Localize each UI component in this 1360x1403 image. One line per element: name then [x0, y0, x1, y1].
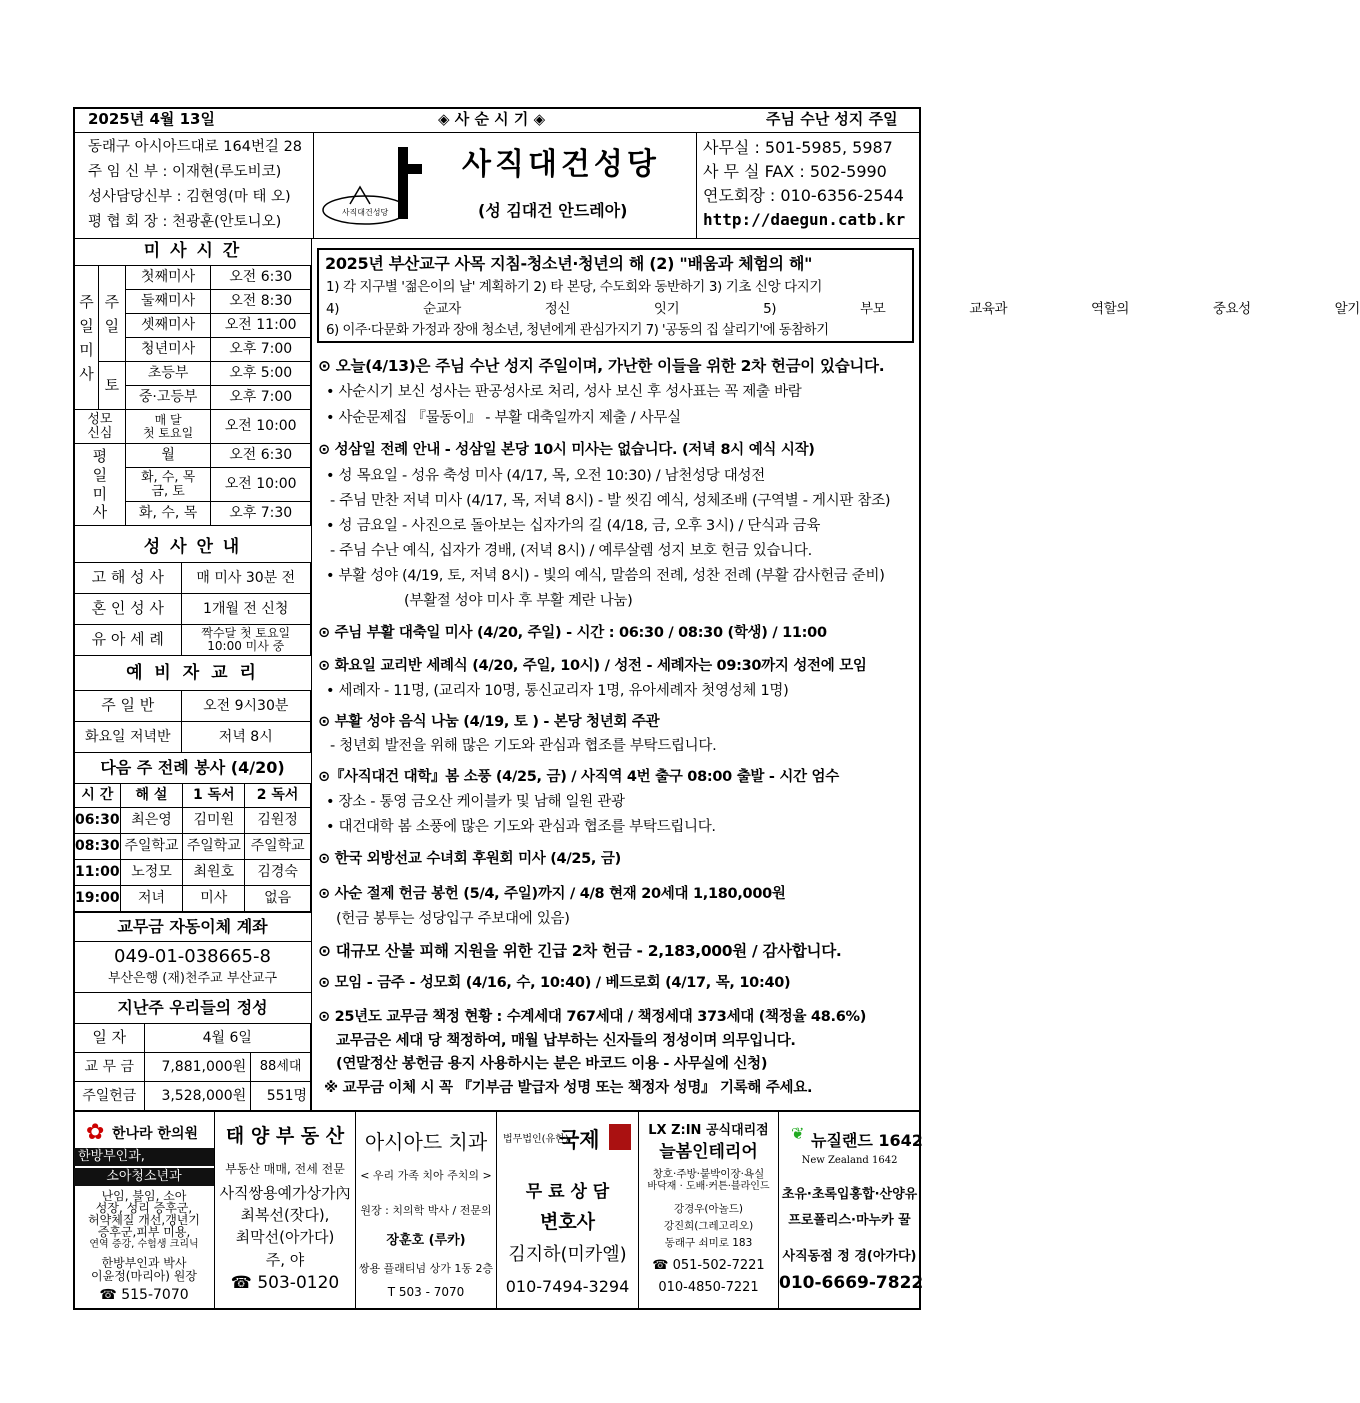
notice-item: (부활절 성야 미사 후 부활 계란 나눔) [404, 593, 633, 609]
ad-line: 동래구 쇠미로 183 [664, 1237, 753, 1249]
service-header: 해 설 [120, 784, 183, 808]
notice-heading: ⊙ 주님 부활 대축일 미사 (4/20, 주일) - 시간 : 06:30 / 08:30 (학생) / 11:00 [318, 625, 827, 641]
ad-line: 장훈호 (루카) [386, 1233, 466, 1248]
parish-pastor: 주 임 신 부 : 이재현(루도비코) [88, 164, 282, 180]
service-header: 2 독서 [245, 784, 311, 808]
service-cell: 주일학교 [120, 834, 183, 860]
parish-council: 평 협 회 장 : 천광훈(안토니오) [88, 214, 282, 230]
sacrament-value: 1개월 전 신청 [181, 594, 311, 625]
ad-line: 김지하(미카엘) [508, 1244, 627, 1265]
sacrament-value: 짝수달 첫 토요일 10:00 미사 중 [181, 625, 311, 656]
mass-name: 중·고등부 [125, 386, 211, 410]
pastoral-line: 1) 각 지구별 '젊은이의 날' 계획하기 2) 타 본당, 수도회와 동반하기 3) 기초 신앙 다지기 [326, 279, 823, 295]
ad-line: 허약체질 개선,갱년기 [88, 1213, 200, 1227]
ad-phone: ☎ 503-0120 [230, 1273, 340, 1293]
notice-item: - 주님 수난 예식, 십자가 경배, (저녁 8시) / 예루살렘 성지 보호 헌금 있습니다. [330, 543, 812, 559]
ad-line: 최복선(잣다), [240, 1206, 330, 1224]
offering-amount: 7,881,000원 [144, 1053, 251, 1082]
ad-line: 연역 증강, 수험생 크리닉 [89, 1239, 199, 1250]
sacrament-value: 매 미사 30분 전 [181, 563, 311, 594]
ad-line: 변호사 [539, 1211, 596, 1233]
mass-time: 오후 5:00 [211, 362, 311, 386]
pastoral-title: 2025년 부산교구 사목 지침-청소년·청년의 해 (2) "배움과 체험의 해" [325, 254, 813, 273]
notice-heading: ⊙ 25년도 교무금 책정 현황 : 수계세대 767세대 / 책정세대 373세대 (책정율 48.6%) [318, 1009, 867, 1025]
youth-phone: 연도회장 : 010-6356-2544 [703, 186, 904, 205]
ad-line: T 503 - 7070 [387, 1285, 465, 1299]
saturday-label: 토 [98, 362, 125, 410]
parish-address: 동래구 아시아드대로 164번길 28 [88, 139, 303, 155]
catechumen-value: 오전 9시30분 [181, 691, 310, 722]
sacrament-title: 성 사 안 내 [143, 537, 242, 558]
svg-text:사직대건성당: 사직대건성당 [341, 208, 389, 217]
notice-heading: ⊙『사직대건 대학』봄 소풍 (4/25, 금) / 사직역 4번 출구 08:00 출발 - 시간 엄수 [318, 769, 839, 785]
office-phone: 사무실 : 501-5985, 5987 [703, 138, 893, 157]
catechumen-name: 주 일 반 [75, 691, 182, 722]
service-header: 시 간 [75, 784, 121, 808]
ad-title: 늘봄인테리어 [659, 1142, 758, 1162]
catechumen-value: 저녁 8시 [181, 722, 310, 753]
ad-phone: 010-7494-3294 [505, 1277, 630, 1296]
service-time: 19:00 [75, 886, 121, 912]
ad-title: 태 양 부 동 산 [225, 1125, 345, 1147]
ad-line: 사직쌍용예가상가內 [219, 1184, 351, 1202]
ad-line: 프로폴리스·마누카 꿀 [788, 1213, 911, 1228]
parish-logo [320, 142, 430, 232]
service-time: 08:30 [75, 834, 121, 860]
law-seal-icon [609, 1124, 631, 1150]
weekday-time: 오전 6:30 [211, 444, 311, 468]
mass-name: 청년미사 [125, 338, 211, 362]
ad-title: 뉴질랜드 1642 [811, 1131, 923, 1150]
sunday-label: 주 일 [98, 266, 125, 362]
ad-line: 강진희(그레고리오) [663, 1220, 754, 1232]
offering-name: 주일헌금 [75, 1082, 145, 1111]
notice-item: • 대건대학 봄 소풍에 많은 기도와 관심과 협조를 부탁드립니다. [326, 819, 716, 835]
first-saturday-label: 성모 신심 [75, 410, 126, 444]
ad-phone: ☎ 515-7070 [99, 1287, 189, 1303]
service-cell: 미사 [183, 886, 245, 912]
mass-name: 초등부 [125, 362, 211, 386]
pastoral-line: 4) 순교자 정신 잇기 5) 부모 교육과 역할의 중요성 알기 [326, 301, 1360, 317]
ad-line: 사직동점 정 경(아가다) [782, 1249, 917, 1264]
mass-title: 미 사 시 간 [143, 240, 242, 261]
offering-table [74, 1023, 311, 1111]
header-sunday: 주님 수난 성지 주일 [766, 110, 898, 128]
notice-item: • 세례자 - 11명, (교리자 10명, 통신교리자 1명, 유아세례자 첫영성체 1명) [326, 683, 789, 699]
ad-line: 부동산 매매, 전세 전문 [225, 1162, 345, 1176]
ad-phone: 010-4850-7221 [658, 1280, 759, 1295]
catechumen-table [74, 690, 311, 753]
notice-item: ※ 교무금 이체 시 꼭 『기부금 발급자 성명 또는 책정자 성명』 기록해 주세요. [324, 1080, 813, 1096]
ad-oriental-clinic [74, 1112, 215, 1308]
notice-item: • 성 목요일 - 성유 축성 미사 (4/17, 목, 오전 10:30) / 남천성당 대성전 [326, 468, 765, 484]
ad-line: 주, 야 [265, 1251, 305, 1269]
ad-line: 무 료 상 담 [525, 1182, 610, 1202]
mass-time: 오후 7:00 [211, 386, 311, 410]
notice-item: • 장소 - 통영 금오산 케이블카 및 남해 일원 관광 [326, 794, 625, 810]
offering-name: 교 무 금 [75, 1053, 145, 1082]
ad-law-firm [497, 1112, 639, 1308]
service-title: 다음 주 전례 봉사 (4/20) [100, 757, 285, 777]
account-title: 교무금 자동이체 계좌 [74, 912, 311, 942]
mass-table [74, 265, 311, 526]
ad-interior [639, 1112, 779, 1308]
notice-heading: ⊙ 오늘(4/13)은 주님 수난 성지 주일이며, 가난한 이들을 위한 2차 헌금이 있습니다. [318, 357, 885, 375]
ad-line: 법무법인(유한) [503, 1134, 569, 1145]
offering-title: 지난주 우리들의 정성 [74, 992, 311, 1023]
notice-heading: ⊙ 부활 성야 음식 나눔 (4/19, 토 ) - 본당 청년회 주관 [318, 714, 660, 730]
weekday-time: 오후 7:30 [211, 502, 311, 526]
catechumen-name: 화요일 저녁반 [75, 722, 182, 753]
header-season: ◈ 사 순 시 기 ◈ [438, 110, 546, 128]
ad-line: 창호·주방·붙박이장·욕실 [652, 1168, 765, 1180]
header-date: 2025년 4월 13일 [88, 110, 215, 128]
ad-title: 국제 [559, 1128, 600, 1152]
mass-time: 오전 6:30 [211, 266, 311, 290]
mass-time: 오전 11:00 [211, 314, 311, 338]
offering-count: 88세대 [251, 1053, 311, 1082]
parish-patron: (성 김대건 안드레아) [478, 201, 628, 220]
service-time: 11:00 [75, 860, 121, 886]
weekday-name: 화, 수, 목 [125, 502, 211, 526]
mass-time: 오후 7:00 [211, 338, 311, 362]
leaf-icon: ❦ [791, 1124, 805, 1143]
parish-name: 사직대건성당 [462, 147, 660, 182]
account-number: 049-01-038665-8 [114, 945, 271, 967]
offering-date-label: 일 자 [75, 1024, 145, 1053]
office-fax: 사 무 실 FAX : 502-5990 [703, 162, 887, 181]
sacrament-table [74, 562, 311, 656]
sacrament-name: 유 아 세 례 [75, 625, 182, 656]
notice-item: (연말정산 봉헌금 용지 사용하시는 분은 바코드 이용 - 사무실에 신청) [336, 1056, 768, 1072]
ad-line: 최막선(아가다) [235, 1228, 335, 1246]
service-cell: 주일학교 [183, 834, 245, 860]
ad-line: New Zealand 1642 [801, 1155, 898, 1166]
service-cell: 김원정 [245, 808, 311, 834]
notice-item: - 주님 만찬 저녁 미사 (4/17, 목, 저녁 8시) - 발 씻김 예식, 성체조배 (구역별 - 게시판 참조) [330, 493, 891, 509]
sunday-mass-label: 주 일 미 사 [75, 266, 99, 410]
ad-line: 한방부인과 박사 [101, 1256, 187, 1270]
mass-time: 오전 8:30 [211, 290, 311, 314]
mass-name: 첫째미사 [125, 266, 211, 290]
pastoral-line: 6) 이주·다문화 가정과 장애 청소년, 청년에게 관심가지기 7) '공동의 집 살리기'에 동참하기 [326, 322, 829, 338]
ad-line: 원장 : 치의학 박사 / 전문의 [360, 1204, 492, 1217]
notice-heading: ⊙ 성삼일 전례 안내 - 성삼일 본당 10시 미사는 없습니다. (저녁 8시 예식 시작) [318, 442, 815, 458]
service-header: 1 독서 [183, 784, 245, 808]
ad-line: 강경우(아놀드) [673, 1203, 744, 1215]
notice-heading: ⊙ 대규모 산불 피해 지원을 위한 긴급 2차 헌금 - 2,183,000원 / 감사합니다. [318, 942, 842, 960]
notice-item: (헌금 봉투는 성당입구 주보대에 있음) [336, 911, 570, 927]
ad-line: 초유·초록입홍합·산양유 [781, 1187, 918, 1202]
service-cell: 최은영 [120, 808, 183, 834]
notice-item: 교무금은 세대 당 책정하여, 매월 납부하는 신자들의 정성이며 의무입니다. [336, 1033, 796, 1049]
notice-item: - 청년회 발전을 위해 많은 기도와 관심과 협조를 부탁드립니다. [330, 738, 717, 754]
sacrament-name: 혼 인 성 사 [75, 594, 182, 625]
ad-phone: 010-6669-7822 [779, 1273, 924, 1293]
notice-item: • 성 금요일 - 사진으로 돌아보는 십자가의 길 (4/18, 금, 오후 3시) / 단식과 금육 [326, 518, 821, 534]
ad-title: 아시아드 치과 [364, 1130, 488, 1154]
ad-line: 쌍용 플래티넘 상가 1동 2층 [358, 1262, 494, 1275]
ad-phone: ☎ 051-502-7221 [652, 1258, 765, 1273]
service-cell: 없음 [245, 886, 311, 912]
service-cell: 주일학교 [245, 834, 311, 860]
service-cell: 노정모 [120, 860, 183, 886]
weekday-name: 화, 수, 목 금, 토 [125, 468, 211, 502]
service-cell: 김경숙 [245, 860, 311, 886]
flower-icon: ✿ [86, 1120, 105, 1145]
ad-line: 한방부인과, [74, 1148, 214, 1166]
ad-line: LX Z:IN 공식대리점 [648, 1123, 769, 1138]
first-saturday-name: 매 달 첫 토요일 [125, 410, 211, 444]
parish-url[interactable]: http://daegun.catb.kr [703, 210, 906, 229]
notice-heading: ⊙ 한국 외방선교 수녀회 후원회 미사 (4/25, 금) [318, 851, 621, 867]
ad-real-estate [215, 1112, 356, 1308]
weekday-time: 오전 10:00 [211, 468, 311, 502]
service-cell: 저녀 [120, 886, 183, 912]
mass-name: 셋째미사 [125, 314, 211, 338]
offering-date: 4월 6일 [144, 1024, 310, 1053]
notice-heading: ⊙ 모임 - 금주 - 성모회 (4/16, 수, 10:40) / 베드로회 (4/17, 목, 10:40) [318, 975, 791, 991]
sacrament-name: 고 해 성 사 [75, 563, 182, 594]
weekday-name: 월 [125, 444, 211, 468]
ad-title: 한나라 한의원 [111, 1126, 199, 1142]
service-table [74, 783, 311, 912]
ad-line: 증후군,피부 미용, [97, 1225, 191, 1239]
account-bank: 부산은행 (재)천주교 부산교구 [107, 971, 278, 987]
offering-amount: 3,528,000원 [144, 1082, 251, 1111]
offering-count: 551명 [251, 1082, 311, 1111]
notice-item: • 사순문제집 『물동이』 - 부활 대축일까지 제출 / 사무실 [326, 410, 681, 426]
ad-new-zealand [779, 1112, 924, 1308]
service-cell: 김미원 [183, 808, 245, 834]
notice-heading: ⊙ 화요일 교리반 세례식 (4/20, 주일, 10시) / 성전 - 세례자는 09:30까지 성전에 모임 [318, 658, 867, 674]
notice-item: • 사순시기 보신 성사는 판공성사로 처리, 성사 보신 후 성사표는 꼭 제출 바람 [326, 384, 802, 400]
mass-name: 둘째미사 [125, 290, 211, 314]
parish-priest: 성사담당신부 : 김현영(마 태 오) [88, 189, 291, 205]
ad-line: 바닥재 · 도배·커튼·블라인드 [647, 1181, 770, 1192]
ad-line: 소아청소년과 [74, 1168, 214, 1186]
notice-item: • 부활 성야 (4/19, 토, 저녁 8시) - 빛의 예식, 말씀의 전례, 성찬 전례 (부활 감사헌금 준비) [326, 568, 885, 584]
first-saturday-time: 오전 10:00 [211, 410, 311, 444]
ad-line: < 우리 가족 치아 주치의 > [360, 1169, 492, 1182]
weekday-mass-label: 평 일 미 사 [75, 444, 126, 526]
ad-dental [356, 1112, 497, 1308]
service-cell: 최원호 [183, 860, 245, 886]
catechumen-title: 예 비 자 교 리 [126, 662, 259, 683]
service-time: 06:30 [75, 808, 121, 834]
ad-line: 성장, 성리 증후군, [95, 1201, 193, 1215]
notice-heading: ⊙ 사순 절제 헌금 봉헌 (5/4, 주일)까지 / 4/8 현재 20세대 1,180,000원 [318, 886, 786, 902]
ad-line: 이윤정(마리아) 원장 [91, 1269, 197, 1283]
ad-line: 난임, 불임, 소아 [101, 1189, 187, 1203]
